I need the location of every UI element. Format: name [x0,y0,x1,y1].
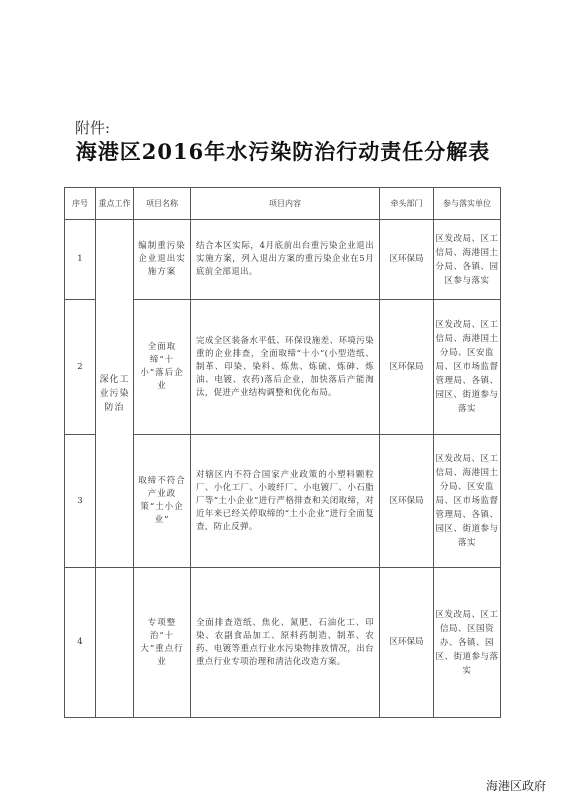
responsibility-table [64,187,501,718]
table-row [65,220,501,300]
row-no: 4 [65,568,96,718]
row-participants: 区发改局、区工信局、海港国土分局、各镇、园区参与落实 [434,220,501,300]
table-row [65,568,501,718]
header-lead: 牵头部门 [380,188,434,220]
row-content: 全面排查造纸、焦化、氮肥、石油化工、印染、农副食品加工、原料药制造、制革、农药、电镀等重点行业水污染物排放情况，出台重点行业专项治理和清洁化改造方案。 [191,568,380,718]
row-participants: 区发改局、区工信局、海港国土分局、区安监局、区市场监督管理局、各镇、园区、街道参与落实 [434,300,501,435]
category-cell: 深化工业污染防治 [96,220,134,568]
header-category: 重点工作 [96,188,134,220]
row-lead: 区环保局 [380,435,434,568]
table-header-row [65,188,501,220]
attachment-label: 附件: [75,119,111,137]
row-content: 完成全区装备水平低、环保设施差、环境污染重的企业排查，全面取缔“十小”(小型造纸、制革、印染、染料、炼焦、炼硫、炼砷、炼油、电镀、农药)落后企业，加快落后产能淘汰，促进产业结构调整和优化布局。 [191,300,380,435]
row-lead: 区环保局 [380,568,434,718]
row-no: 2 [65,300,96,435]
header-item: 项目名称 [134,188,191,220]
footer-publisher: 海港区政府 [485,779,546,793]
row-item: 编制重污染企业退出实施方案 [134,220,191,300]
row-content: 对辖区内不符合国家产业政策的小塑料颗粒厂、小化工厂、小玻纤厂、小电镀厂、小石脂厂等“土小企业”进行严格排查和关闭取缔，对近年来已经关停取缔的“土小企业”进行全面复查，防止反弹。 [191,435,380,568]
row-no: 3 [65,435,96,568]
category-continuation-cell [96,568,134,718]
row-lead: 区环保局 [380,300,434,435]
row-content: 结合本区实际，4月底前出台重污染企业退出实施方案，列入退出方案的重污染企业在5月底前全部退出。 [191,220,380,300]
row-item: 全面取缔“十小”落后企业 [134,300,191,435]
header-no: 序号 [65,188,96,220]
row-participants: 区发改局、区工信局、区国资办、各镇、园区、街道参与落实 [434,568,501,718]
header-content: 项目内容 [191,188,380,220]
row-no: 1 [65,220,96,300]
header-participants: 参与落实单位 [434,188,501,220]
row-item: 取缔不符合产业政策“土小企业” [134,435,191,568]
document-title: 海港区2016年水污染防治行动责任分解表 [75,139,491,164]
row-participants: 区发改局、区工信局、海港国土分局、区安监局、区市场监督管理局、各镇、园区、街道参与落实 [434,435,501,568]
row-lead: 区环保局 [380,220,434,300]
row-item: 专项整治“十大”重点行业 [134,568,191,718]
